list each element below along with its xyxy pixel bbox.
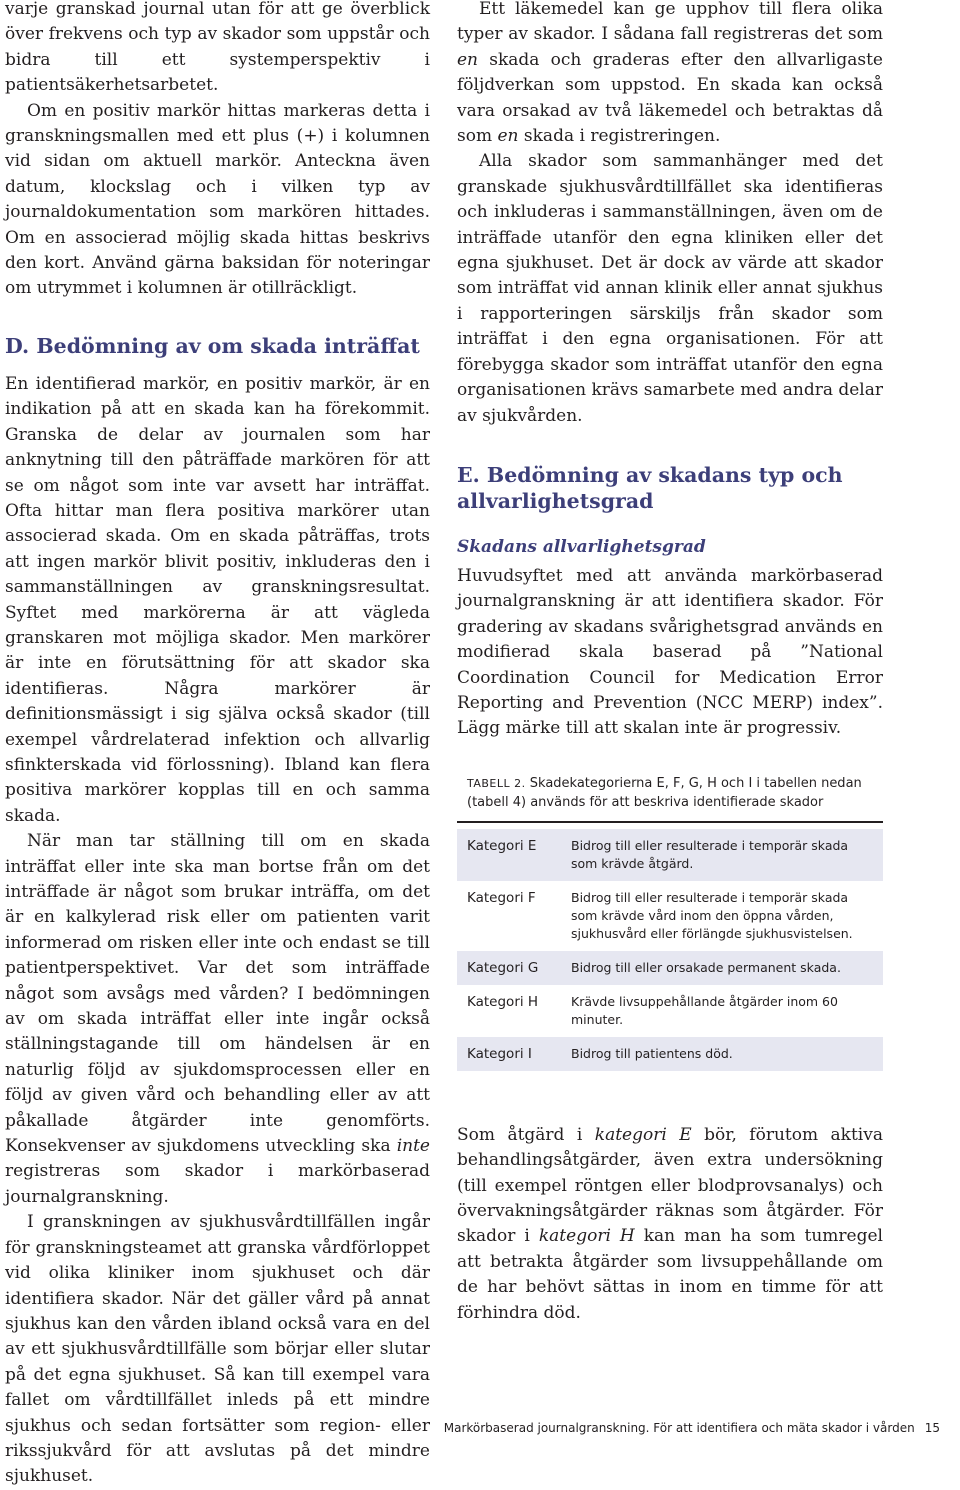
text-run: skada och graderas efter den allvarligaste följdverkan som uppstod. En skada kan också vara orsakad av två läkemedel och betraktas då som [457, 49, 883, 147]
table-row [457, 951, 883, 985]
severity-table [457, 774, 883, 1071]
table-row [457, 829, 883, 881]
category-label: Kategori F [467, 889, 536, 906]
paragraph-positive-marker: Om en positiv markör hittas markeras detta i granskningsmallen med ett plus (+) i kolumnen vid sidan om aktuell markör. Anteckna även datum, klockslag och i vilken typ av journaldokumentation som markören hittades. Om en associerad möjlig skada hittas beskrivs den kort. Använd gärna baksidan för noteringar om utrymmet i kolumnen är otillräckligt. [5, 100, 430, 299]
category-description: Bidrog till patientens död. [571, 1045, 733, 1061]
text-run: Ett läkemedel kan ge upphov till flera olika typer av skador. I sådana fall registreras det som [457, 0, 883, 45]
paragraph-medication [457, 0, 883, 149]
table-label: TABELL 2. [467, 776, 526, 790]
text-run: Som åtgärd i [457, 1124, 595, 1145]
category-description: Bidrog till eller resulterade i temporär skada som krävde vård inom den öppna vården, sjukhusvård eller förlängde sjukhusvistelsen. [571, 889, 853, 941]
category-description: Krävde livsuppehållande åtgärder inom 60 minuter. [571, 993, 838, 1027]
right-column [457, 0, 883, 1326]
paragraph-all-injuries: Alla skador som sammanhänger med det granskade sjukhusvårdtillfället ska identifieras och inkluderas i sammanställningen, även om de inträffade utanför den egna kliniken eller det egna sjukhuset. Det är dock av värde att skador som inträffat vid annan klinik eller annat sjukhus i rapporteringen särskiljs från skador som inträffat i den egna organisationen. För att förebygga skador som inträffat utanför den egna organisationen krävs samarbete med andra delar av sjukvården. [457, 151, 884, 426]
subheading-severity: Skadans allvarlighetsgrad [457, 536, 706, 557]
table-row [457, 881, 883, 951]
category-description: Bidrog till eller orsakade permanent skada. [571, 959, 841, 975]
category-label: Kategori I [467, 1045, 532, 1062]
table-row [457, 985, 883, 1037]
table-caption [467, 774, 867, 812]
left-column [5, 0, 430, 1490]
paragraph-identified-marker: En identifierad markör, en positiv markör, är en indikation på att en skada kan ha förekommit. Granska de delar av journalen som har anknytning till den påträffade markören för att se om något som inte var avsett har inträffat. Ofta hittar man flera positiva markörer utan associerad skada. Om en skada påträffas, trots att ingen markör blivit positiv, inkluderas den i sammanställningen av granskningsresultat. Syftet med markörerna är att vägleda granskaren mot möjliga skador. Men markörer är inte en förutsättning för att skador ska identifieras. Några markörer är definitionsmässigt i sig själva också skador (till exempel vårdrelaterad infektion och allvarlig sfinkterskada vid förlossning). Ibland kan flera positiva markörer kopplas till en och samma skada. [5, 373, 430, 826]
page-footer [444, 1421, 940, 1435]
text-run: skada i registreringen. [518, 126, 721, 147]
emphasis-inte: inte [396, 1136, 430, 1157]
emphasis-kategori-e: kategori E [594, 1124, 692, 1145]
paragraph-taking-position [5, 829, 430, 1210]
text-run: bör, förutom aktiva behandlingsåtgärder, även extra undersökning (till exempel röntgen eller blodprovsanalys) och övervakningsåtgärder räknas som åtgärder. För skador i [457, 1124, 883, 1247]
paragraph-main-purpose: Huvudsyftet med att använda markörbaserad journalgranskning är att identifiera skador. För gradering av skadans svårighetsgrad används en modifierad skala baserad på ”National Coordination Council for Medication Error Reporting and Prevention (NCC MERP) index”. Lägg märke till att skalan inte är progressiv. [457, 565, 883, 739]
table-row [457, 1037, 883, 1071]
paragraph-intro-continued: varje granskad journal utan för att ge överblick över frekvens och typ av skador som uppstår och bidra till ett systemperspektiv i patientsäkerhetsarbetet. [5, 0, 430, 96]
category-label: Kategori G [467, 959, 539, 976]
emphasis-en: en [457, 49, 479, 70]
footer-title: Markörbaserad journalgranskning. För att identifiera och mäta skador i vården [443, 1421, 915, 1435]
text-run: När man tar ställning till om en skada inträffat eller inte ska man bortse från om det inträffade är något som brukar inträffa, om det är en kalkylerad risk eller om patienten varit informerad om risken eller inte och endast se till patientperspektivet. Var det som inträffade något som avsågs med vården? I bedömningen av om skada inträffat eller inte ingår också ställningstagande till om händelsen är en naturlig följd av sjukdomsprocessen eller en följd av given vård och behandling eller av att påkallade åtgärder inte genomförts. Konsekvenser av sjukdomens utveckling ska [5, 831, 430, 1157]
emphasis-en: en [497, 126, 519, 147]
page-number: 15 [924, 1421, 940, 1435]
table-caption-text: Skadekategorierna E, F, G, H och I i tabellen nedan (tabell 4) används för att beskriva identifierade skador [467, 775, 862, 810]
section-heading-d: D. Bedömning av om skada inträffat [5, 333, 420, 358]
section-heading-e: E. Bedömning av skadans typ och allvarlighetsgrad [457, 462, 843, 513]
paragraph-hospital-episodes: I granskningen av sjukhusvårdtillfällen ingår för granskningsteamet att granska vårdförloppet vid olika kliniker inom sjukhuset och där identifiera skador. När det gäller vård på annat sjukhus kan den vården ibland också vara en del av ett sjukhusvårdtillfälle som börjar eller slutar på det egna sjukhuset. Så kan till exempel vara fallet om vårdtillfället inleds på ett mindre sjukhus och sedan fortsätter som region- eller rikssjukvård för att avslutas på det mindre sjukhuset. [5, 1212, 430, 1487]
emphasis-kategori-h: kategori H [538, 1226, 635, 1247]
category-label: Kategori E [467, 837, 537, 854]
text-run: kan man ha som tumregel att betrakta åtgärder som livsuppehållande om de har behövt sättas in inom en timme för att förhindra död. [457, 1226, 883, 1323]
category-label: Kategori H [467, 993, 539, 1010]
paragraph-measures [457, 1123, 883, 1326]
category-description: Bidrog till eller resulterade i temporär skada som krävde åtgärd. [571, 837, 849, 871]
text-run: registreras som skador i markörbaserad journalgranskning. [5, 1161, 430, 1207]
